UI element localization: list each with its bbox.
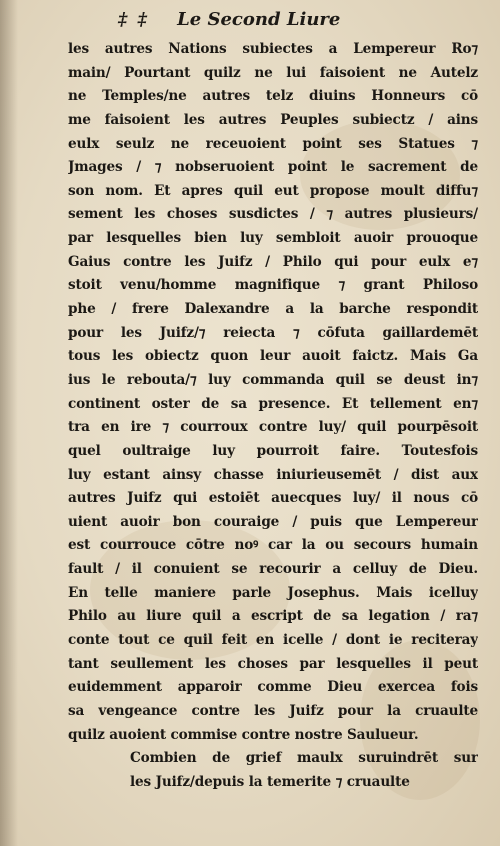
text-line: fault / il conuient se recourir a celluy de Dieu. — [68, 561, 478, 578]
text-line: les autres Nations subiectes a Lempereur Ro⁊ — [68, 41, 478, 57]
chapter-heading-line: Combien de grief maulx suruindrēt sur — [130, 750, 478, 767]
text-line: Jmages / ⁊ nobseruoient point le sacrement de — [68, 159, 478, 176]
text-line: sa vengeance contre les Juifz pour la cruaulte — [68, 702, 478, 719]
text-line: En telle maniere parle Josephus. Mais icelluy — [68, 584, 478, 601]
text-line: luy estant ainsy chasse iniurieusemēt / dist aux — [68, 466, 478, 483]
text-line: ne Temples/ne autres telz diuins Honneurs cō — [68, 88, 478, 105]
text-line: Gaius contre les Juifz / Philo qui pour eulx e⁊ — [68, 253, 478, 270]
text-line: tra en ire ⁊ courroux contre luy/ quil pourpēsoit — [68, 419, 478, 436]
text-line: ius le rebouta/⁊ luy commanda quil se deust in⁊ — [68, 371, 478, 388]
text-line: Philo au liure quil a escript de sa legation / ra⁊ — [68, 608, 478, 625]
ornament-mark: ‡ ‡ — [118, 8, 150, 30]
text-line: par lesquelles bien luy sembloit auoir prouoque — [68, 230, 478, 247]
text-line: tous les obiectz quon leur auoit faictz. Mais Ga — [68, 348, 478, 365]
text-line: phe / frere Dalexandre a la barche respondit — [68, 301, 478, 318]
binding-gutter-shadow — [0, 0, 18, 846]
text-block — [68, 38, 478, 795]
text-line: stoit venu/homme magnifique ⁊ grant Philoso — [68, 277, 478, 294]
text-line: son nom. Et apres quil eut propose moult diffu⁊ — [68, 182, 478, 199]
text-line: me faisoient les autres Peuples subiectz / ains — [68, 111, 478, 128]
text-line: eulx seulz ne receuoient point ses Statues ⁊ — [68, 135, 478, 152]
chapter-heading-line: les Juifz/depuis la temerite ⁊ cruaulte — [130, 773, 410, 790]
running-head-title: Le Second Liure — [177, 8, 341, 30]
text-line: sement les choses susdictes / ⁊ autres plusieurs/ — [68, 206, 478, 223]
text-line: continent oster de sa presence. Et tellement en⁊ — [68, 395, 478, 412]
running-head — [118, 4, 378, 34]
text-line: euidemment apparoir comme Dieu exercea fois — [68, 679, 478, 696]
text-line: uient auoir bon couraige / puis que Lempereur — [68, 513, 478, 530]
text-line: quilz auoient commise contre nostre Saulueur. — [68, 726, 419, 743]
text-line: conte tout ce quil feit en icelle / dont ie reciteray — [68, 632, 478, 649]
text-line: tant seullement les choses par lesquelles il peut — [68, 655, 478, 672]
text-line: est courrouce cōtre noꝰ car la ou secours humain — [68, 537, 478, 554]
text-line: autres Juifz qui estoiēt auecques luy/ il nous cō — [68, 490, 478, 507]
text-line: pour les Juifz/⁊ reiecta ⁊ cōfuta gaillardemēt — [68, 324, 478, 341]
text-line: quel oultraige luy pourroit faire. Toutesfois — [68, 442, 478, 459]
text-line: main/ Pourtant quilz ne lui faisoient ne Autelz — [68, 64, 478, 81]
